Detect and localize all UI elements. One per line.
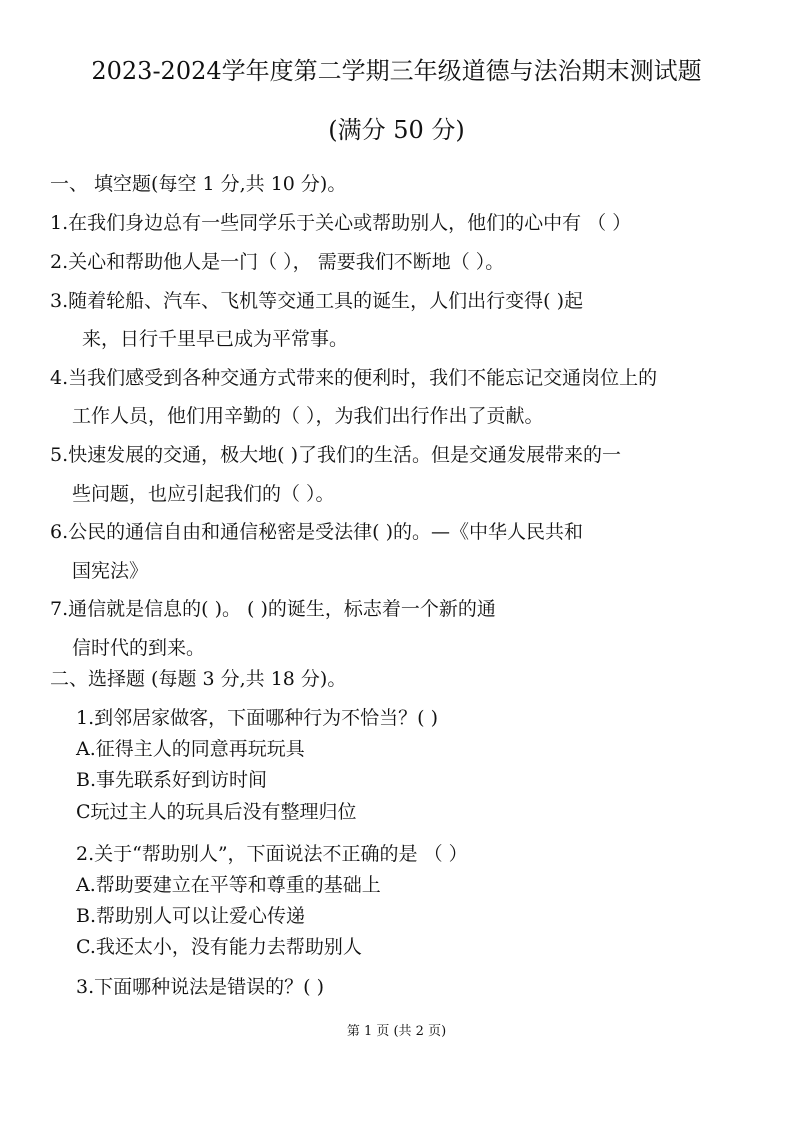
fill-blank-line: 1.在我们身边总有一些同学乐于关心或帮助别人，他们的心中有 （ ） — [50, 212, 632, 234]
choice-option: A.征得主人的同意再玩玩具 — [76, 738, 305, 760]
fill-blank-line: 7.通信就是信息的( )。 ( )的诞生，标志着一个新的通 — [50, 598, 496, 620]
choice-option: C玩过主人的玩具后没有整理归位 — [76, 801, 357, 823]
exam-title: 2023-2024学年度第二学期三年级道德与法治期末测试题 — [91, 57, 702, 85]
choice-question: 3.下面哪种说法是错误的？( ) — [76, 976, 324, 998]
fill-blank-line: 3.随着轮船、汽车、飞机等交通工具的诞生，人们出行变得( )起 — [50, 290, 583, 312]
choice-option: A.帮助要建立在平等和尊重的基础上 — [76, 874, 381, 896]
exam-subtitle: (满分 50 分) — [328, 116, 465, 144]
page-footer: 第 1 页 (共 2 页) — [346, 1024, 447, 1039]
fill-blank-line: 来，日行千里早已成为平常事。 — [82, 328, 349, 350]
choice-option: B.帮助别人可以让爱心传递 — [76, 905, 306, 927]
section1-heading: 一、 填空题(每空 1 分,共 10 分)。 — [50, 173, 347, 195]
fill-blank-line: 些问题，也应引起我们的（ ）。 — [72, 483, 335, 505]
fill-blank-line: 6.公民的通信自由和通信秘密是受法律( )的。—《中华人民共和 — [50, 521, 583, 543]
choice-option: B.事先联系好到访时间 — [76, 769, 268, 791]
fill-blank-line: 2.关心和帮助他人是一门（ ）， 需要我们不断地（ ）。 — [50, 251, 505, 273]
fill-blank-line: 信时代的到来。 — [72, 637, 206, 659]
fill-blank-line: 4.当我们感受到各种交通方式带来的便利时，我们不能忘记交通岗位上的 — [50, 367, 658, 389]
fill-blank-line: 工作人员，他们用辛勤的（ ），为我们出行作出了贡献。 — [72, 405, 544, 427]
fill-blank-line: 5.快速发展的交通，极大地( )了我们的生活。但是交通发展带来的一 — [50, 444, 621, 466]
fill-blank-line: 国宪法》 — [72, 560, 149, 582]
section2-heading: 二、选择题 (每题 3 分,共 18 分)。 — [50, 668, 347, 690]
choice-question: 1.到邻居家做客，下面哪种行为不恰当？( ) — [76, 707, 438, 729]
choice-question: 2.关于“帮助别人”，下面说法不正确的是 （ ） — [76, 843, 468, 865]
choice-option: C.我还太小，没有能力去帮助别人 — [76, 936, 362, 958]
